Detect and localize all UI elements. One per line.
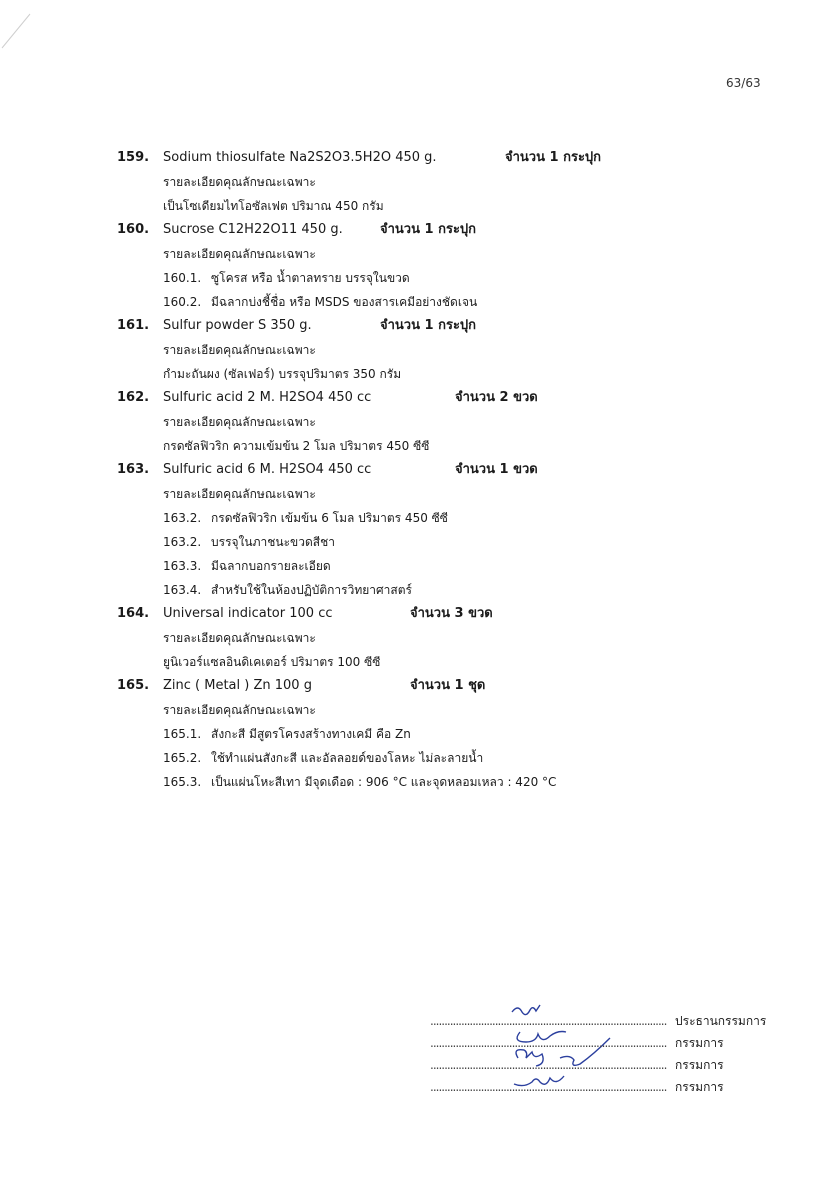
page-number: 63/63: [726, 76, 761, 90]
item-quantity: จำนวน 1 กระปุก: [380, 318, 477, 333]
item-160: [0, 218, 834, 314]
item-159: [0, 146, 834, 218]
item-title: Sulfuric acid 2 M. H2SO4 450 cc: [163, 390, 372, 405]
item-165: [0, 674, 834, 794]
item-162: [0, 386, 834, 458]
spec-subitem-text: กรดซัลฟิวริก เข้มข้น 6 โมล ปริมาตร 450 ซีซี: [211, 511, 448, 525]
signature-dots: ....................................................................................: [430, 1058, 667, 1072]
spec-heading: รายละเอียดคุณลักษณะเฉพาะ: [163, 415, 316, 429]
spec-subitem-number: 160.2.: [163, 295, 202, 309]
spec-subitem: [163, 722, 834, 746]
item-number: 159.: [117, 150, 150, 165]
spec-subitem-text: ซูโครส หรือ น้ำตาลทราย บรรจุในขวด: [211, 271, 410, 285]
spec-heading: รายละเอียดคุณลักษณะเฉพาะ: [163, 247, 316, 261]
item-header-row: [0, 314, 834, 338]
spec-subitem: [163, 530, 834, 554]
spec-subitem: [163, 266, 834, 290]
spec-subitem-text: มีฉลากบอกรายละเอียด: [211, 559, 331, 573]
signature-role: กรรมการ: [675, 1058, 724, 1072]
spec-heading: รายละเอียดคุณลักษณะเฉพาะ: [163, 175, 316, 189]
scan-corner-mark: [0, 0, 60, 60]
item-number: 161.: [117, 318, 150, 333]
item-quantity: จำนวน 1 ขวด: [455, 462, 538, 477]
item-quantity: จำนวน 1 กระปุก: [380, 222, 477, 237]
spec-subitem-number: 165.1.: [163, 727, 202, 741]
spec-subitem-text: บรรจุในภาชนะขวดสีชา: [211, 535, 335, 549]
item-title: Sulfuric acid 6 M. H2SO4 450 cc: [163, 462, 372, 477]
item-quantity: จำนวน 1 กระปุก: [505, 150, 602, 165]
item-quantity: จำนวน 1 ชุด: [410, 678, 486, 693]
signature-line: [430, 1076, 790, 1098]
signature-dots: ....................................................................................: [430, 1036, 667, 1050]
item-title: Sucrose C12H22O11 450 g.: [163, 222, 343, 237]
item-number: 162.: [117, 390, 150, 405]
spec-subitem-number: 163.2.: [163, 535, 202, 549]
item-number: 164.: [117, 606, 150, 621]
spec-subitem-number: 163.3.: [163, 559, 202, 573]
item-quantity: จำนวน 2 ขวด: [455, 390, 538, 405]
item-header-row: [0, 218, 834, 242]
signature-role: ประธานกรรมการ: [675, 1014, 767, 1028]
spec-subitem: [163, 746, 834, 770]
signature-line: [430, 1054, 790, 1076]
item-164: [0, 602, 834, 674]
spec-subitem-text: ใช้ทำแผ่นสังกะสี และอัลลอยด์ของโลหะ ไม่ละลายน้ำ: [211, 751, 484, 765]
spec-subitem-number: 160.1.: [163, 271, 202, 285]
spec-heading: รายละเอียดคุณลักษณะเฉพาะ: [163, 343, 316, 357]
item-header-row: [0, 386, 834, 410]
item-number: 165.: [117, 678, 150, 693]
spec-subitem: [163, 290, 834, 314]
spec-description: เป็นโซเดียมไทโอซัลเฟต ปริมาณ 450 กรัม: [163, 199, 384, 213]
spec-subitem: [163, 506, 834, 530]
signature-role: กรรมการ: [675, 1036, 724, 1050]
spec-heading: รายละเอียดคุณลักษณะเฉพาะ: [163, 703, 316, 717]
item-header-row: [0, 674, 834, 698]
spec-subitem-number: 165.2.: [163, 751, 202, 765]
spec-subitem-text: สังกะสี มีสูตรโครงสร้างทางเคมี คือ Zn: [211, 727, 411, 741]
item-number: 163.: [117, 462, 150, 477]
spec-subitem: [163, 578, 834, 602]
item-title: Sodium thiosulfate Na2S2O3.5H2O 450 g.: [163, 150, 437, 165]
item-header-row: [0, 602, 834, 626]
signature-dots: ....................................................................................: [430, 1080, 667, 1094]
spec-subitem-text: มีฉลากบ่งชี้ชื่อ หรือ MSDS ของสารเคมีอย่างชัดเจน: [211, 295, 478, 309]
spec-subitem-number: 163.2.: [163, 511, 202, 525]
item-quantity: จำนวน 3 ขวด: [410, 606, 493, 621]
spec-heading: รายละเอียดคุณลักษณะเฉพาะ: [163, 631, 316, 645]
spec-subitem-number: 163.4.: [163, 583, 202, 597]
spec-subitem-number: 165.3.: [163, 775, 202, 789]
item-163: [0, 458, 834, 602]
item-title: Zinc ( Metal ) Zn 100 g: [163, 678, 312, 693]
spec-subitem: [163, 554, 834, 578]
signature-block: [430, 1010, 790, 1098]
item-list: [0, 146, 834, 794]
signature-line: [430, 1032, 790, 1054]
item-161: [0, 314, 834, 386]
item-title: Universal indicator 100 cc: [163, 606, 333, 621]
spec-description: ยูนิเวอร์แซลอินดิเคเตอร์ ปริมาตร 100 ซีซี: [163, 655, 381, 669]
item-header-row: [0, 146, 834, 170]
spec-subitem-text: สำหรับใช้ในห้องปฏิบัติการวิทยาศาสตร์: [211, 583, 412, 597]
signature-line: [430, 1010, 790, 1032]
item-title: Sulfur powder S 350 g.: [163, 318, 312, 333]
spec-description: กรดซัลฟิวริก ความเข้มข้น 2 โมล ปริมาตร 450 ซีซี: [163, 439, 430, 453]
item-number: 160.: [117, 222, 150, 237]
signature-dots: ....................................................................................: [430, 1014, 667, 1028]
signature-role: กรรมการ: [675, 1080, 724, 1094]
item-header-row: [0, 458, 834, 482]
spec-subitem: [163, 770, 834, 794]
spec-heading: รายละเอียดคุณลักษณะเฉพาะ: [163, 487, 316, 501]
spec-description: กำมะถันผง (ซัลเฟอร์) บรรจุปริมาตร 350 กรัม: [163, 367, 402, 381]
spec-subitem-text: เป็นแผ่นโหะสีเทา มีจุดเดือด : 906 °C และจุดหลอมเหลว : 420 °C: [211, 775, 557, 789]
